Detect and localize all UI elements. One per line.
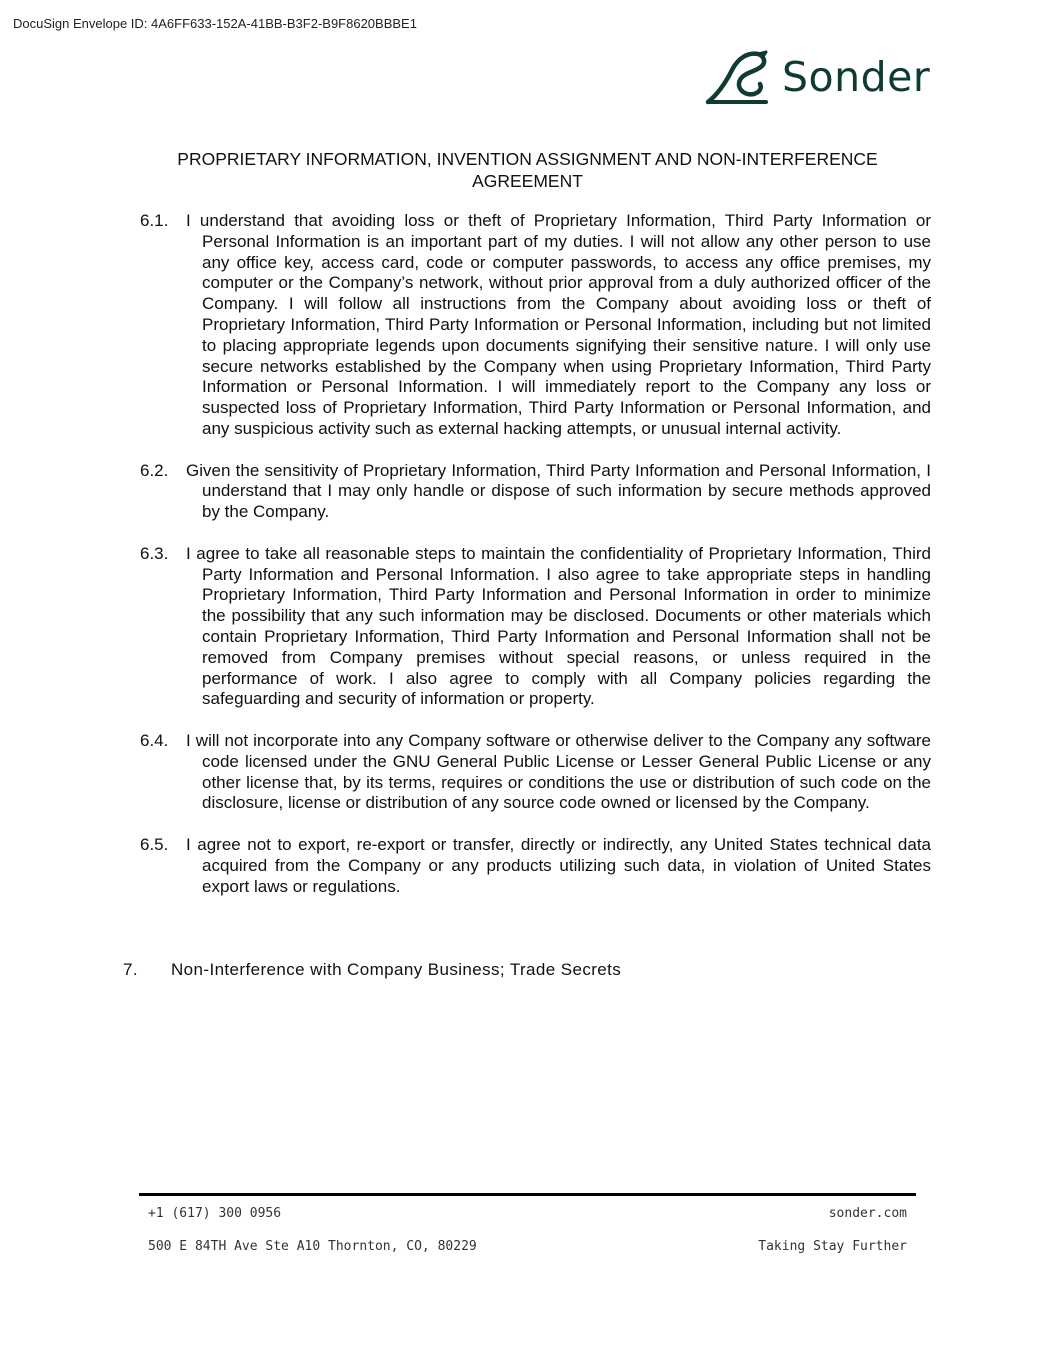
clause-list — [140, 211, 931, 918]
footer-divider — [139, 1193, 916, 1196]
footer-phone: +1 (617) 300 0956 — [148, 1206, 282, 1221]
section-title: Non-Interference with Company Business; Trade Secrets — [171, 960, 622, 979]
clause-number: 6.2. — [140, 460, 169, 480]
clause-6-2 — [140, 461, 931, 523]
footer-website: sonder.com — [828, 1206, 907, 1221]
sonder-logo — [704, 46, 936, 108]
clause-number: 6.3. — [140, 543, 169, 563]
clause-6-3 — [140, 544, 931, 710]
clause-text: I understand that avoiding loss or theft of Proprietary Information, Third Party Information or Personal Information is an important part of my duties. I will not allow any other person to use any office key, access card, code or computer passwords, to access any office premises, my computer or the Company’s network, without prior approval from a duly authorized officer of the Company. I will follow all instructions from the Company about avoiding loss or theft of Proprietary Information, Third Party Information or Personal Information, including but not limited to placing appropriate legends upon documents signifying their sensitive nature. I will only use secure networks established by the Company when using Proprietary Information, Third Party Information or Personal Information. I will immediately report to the Company any loss or suspected loss of Proprietary Information, Third Party Information or Personal Information, and any suspicious activity such as external hacking attempts, or unusual internal activity. — [186, 211, 931, 438]
clause-number: 6.4. — [140, 730, 169, 750]
clause-text: Given the sensitivity of Proprietary Information, Third Party Information and Personal Information, I understand that I may only handle or dispose of such information by secure methods approved by the Company. — [186, 460, 931, 522]
clause-6-4 — [140, 731, 931, 814]
docusign-envelope-id: DocuSign Envelope ID: 4A6FF633-152A-41BB-B3F2-B9F8620BBBE1 — [13, 16, 417, 31]
clause-number: 6.1. — [140, 211, 169, 230]
document-title: PROPRIETARY INFORMATION, INVENTION ASSIGNMENT AND NON-INTERFERENCE AGREEMENT — [177, 149, 878, 191]
clause-text: I agree not to export, re-export or transfer, directly or indirectly, any United States technical data acquired from the Company or any products utilizing such data, in violation of United States export laws or regulations. — [186, 834, 931, 896]
section-number: 7. — [123, 960, 138, 979]
sonder-bird-icon — [704, 48, 770, 106]
clause-6-1 — [140, 211, 931, 440]
clause-number: 6.5. — [140, 834, 169, 854]
clause-text: I agree to take all reasonable steps to maintain the confidentiality of Proprietary Information, Third Party Information and Personal Information. I also agree to take appropriate steps in handling Proprietary Information, Third Party Information and Personal Information in order to minimize the possibility that any such information may be disclosed. Documents or other materials which contain Proprietary Information, Third Party Information and Personal Information shall not be removed from Company premises without special reasons, or unless required in the performance of work. I also agree to comply with all Company policies regarding the safeguarding and security of information or property. — [186, 543, 931, 709]
section-7-heading — [123, 960, 621, 980]
footer-tagline: Taking Stay Further — [758, 1239, 907, 1254]
footer-address: 500 E 84TH Ave Ste A10 Thornton, CO, 80229 — [148, 1239, 477, 1254]
logo-wordmark: Sonder — [782, 53, 931, 101]
clause-text: I will not incorporate into any Company software or otherwise deliver to the Company any software code licensed under the GNU General Public License or Lesser General Public License or any other license that, by its terms, requires or conditions the use or distribution of such code on the disclosure, license or distribution of any source code owned or licensed by the Company. — [186, 730, 931, 813]
clause-6-5 — [140, 835, 931, 897]
